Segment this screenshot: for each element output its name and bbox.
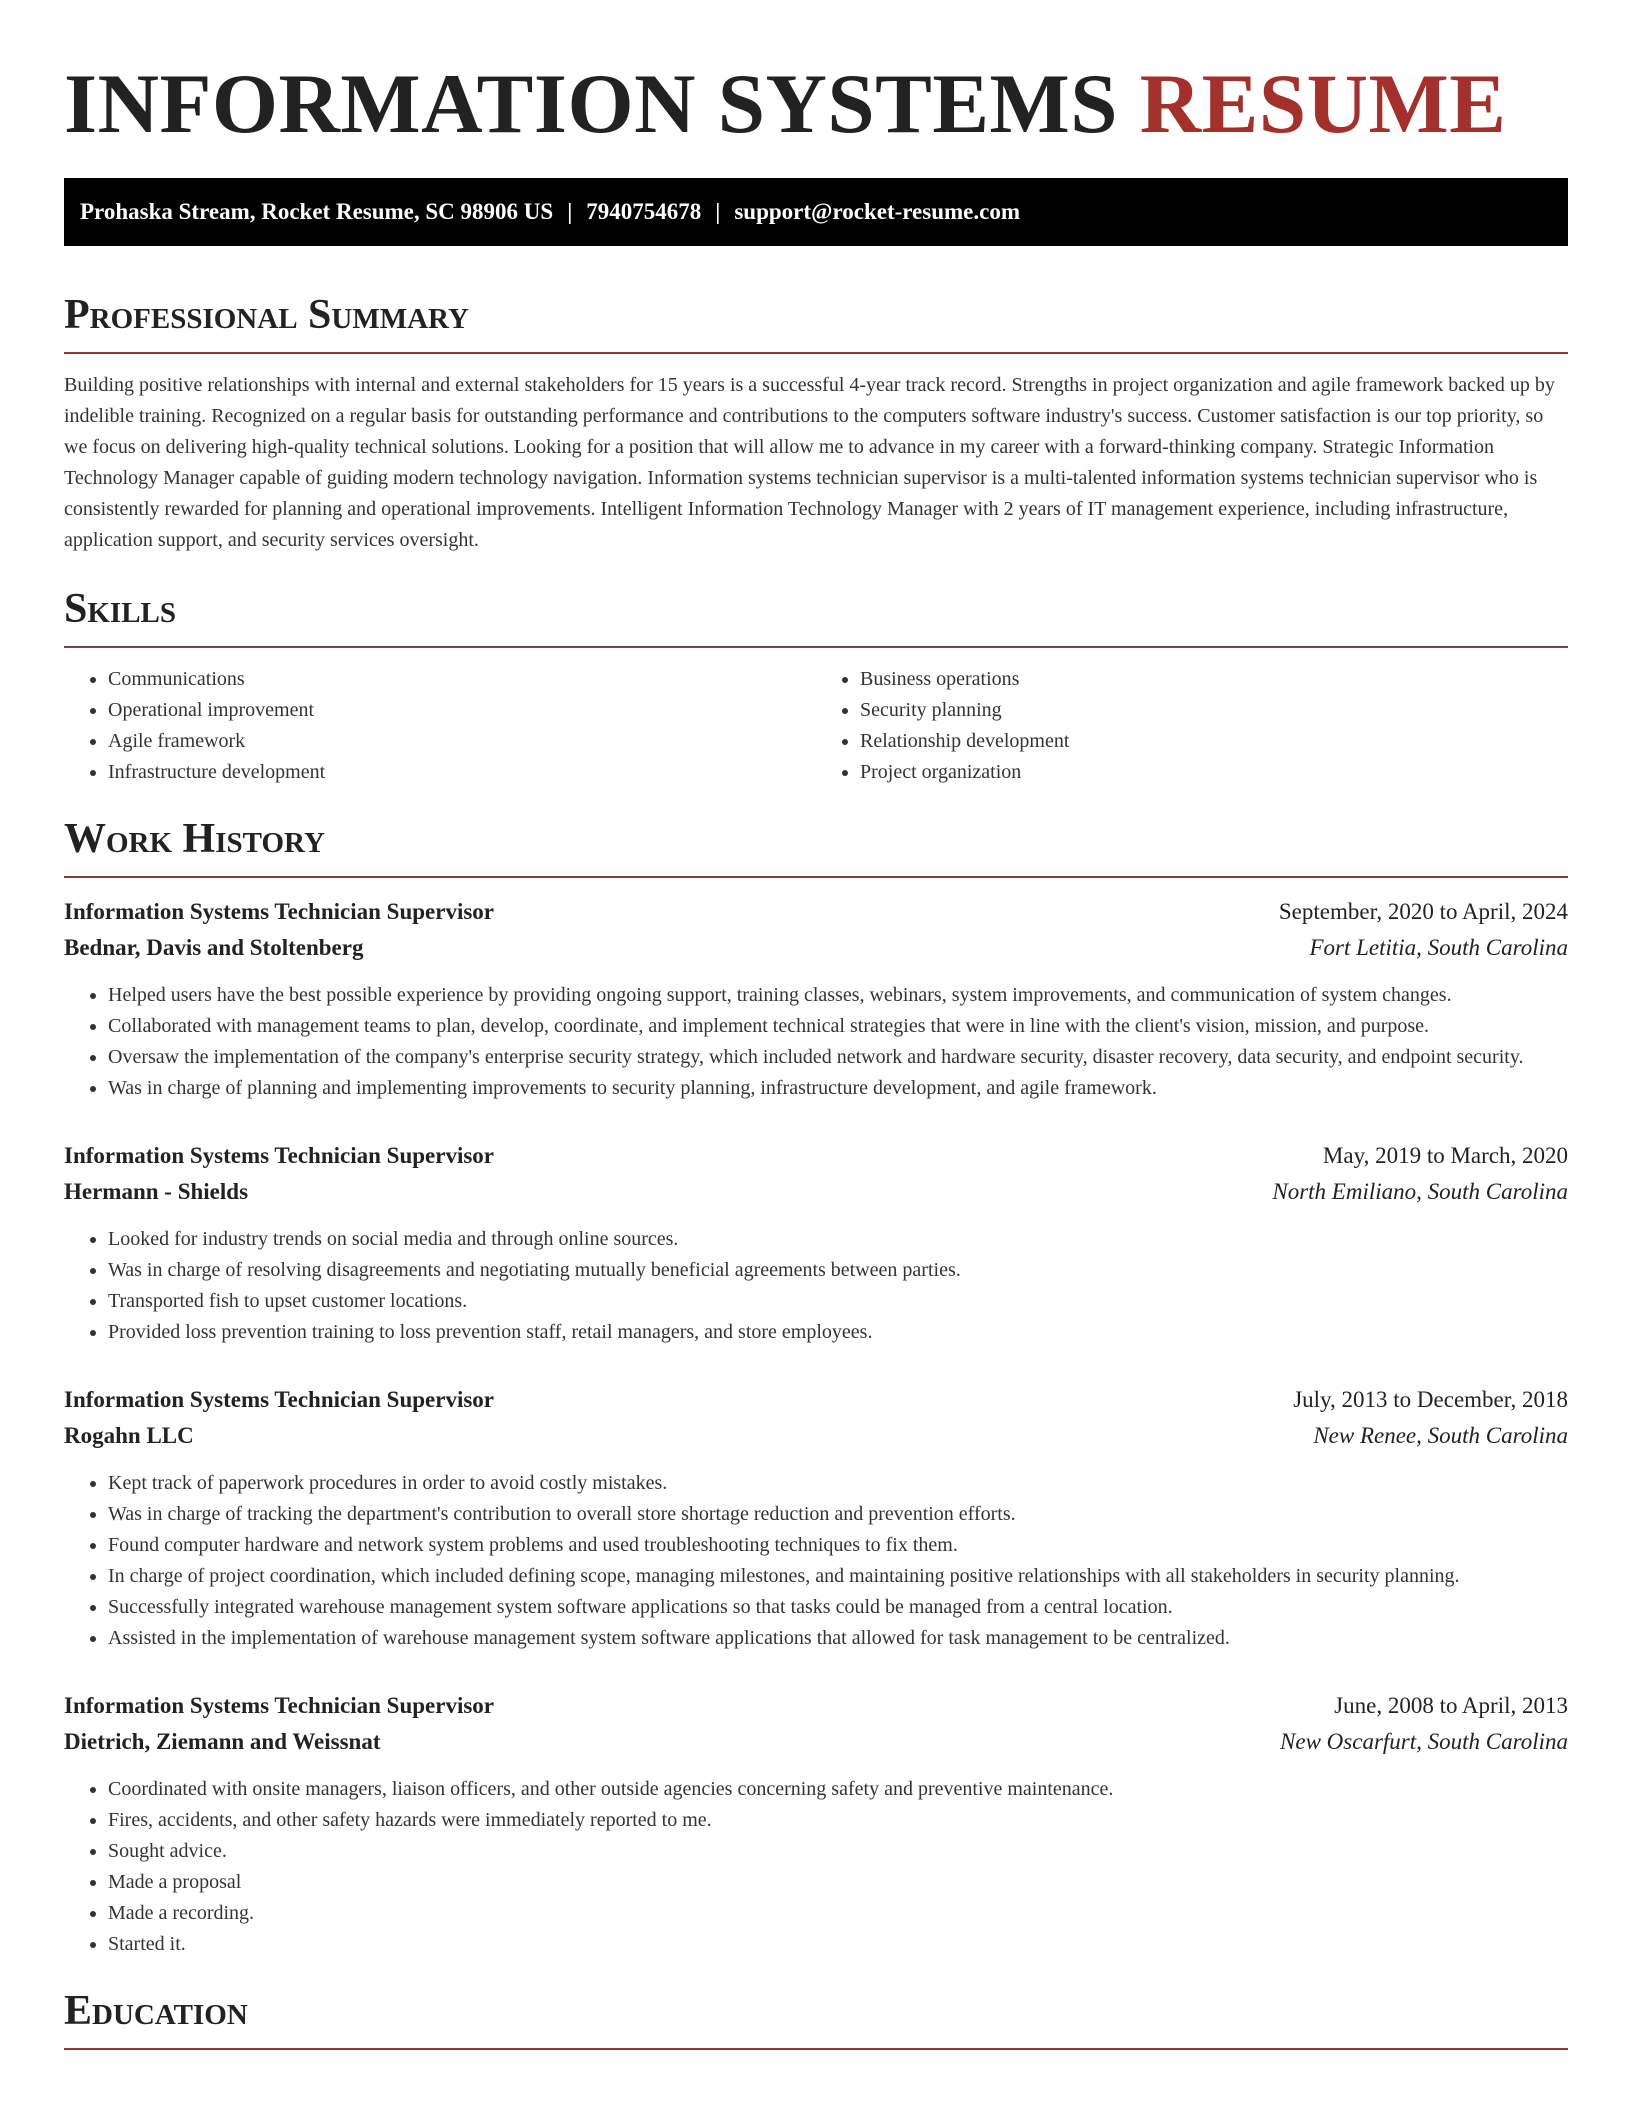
job-bullet: • Transported fish to upset customer locations. [108,1286,1568,1317]
job-company: Rogahn LLC [64,1423,194,1448]
contact-address: Prohaska Stream, Rocket Resume, SC 98906 US [80,199,554,224]
skill-item: • Agile framework [108,726,816,757]
skills-column-right [816,664,1568,788]
resume-page [64,0,1568,2050]
job-bullet: • Coordinated with onsite managers, liaison officers, and other outside agencies concerning safety and preventive maintenance. [108,1774,1568,1805]
skills-list [64,664,1568,788]
contact-email[interactable]: support@rocket-resume.com [734,199,1020,224]
resume-title [64,56,1568,152]
skill-item: • Infrastructure development [108,757,816,788]
title-accent: RESUME [1139,57,1507,151]
job-bullet: • Started it. [108,1929,1568,1960]
job-bullet: • Provided loss prevention training to loss prevention staff, retail managers, and store employees. [108,1317,1568,1348]
job-entry [64,1382,1568,1654]
job-bullet: • Made a proposal [108,1867,1568,1898]
skills-heading: Skills [64,584,1568,648]
job-bullet: • Looked for industry trends on social media and through online sources. [108,1224,1568,1255]
job-bullets [64,1468,1568,1654]
contact-separator: | [715,199,721,224]
contact-separator: | [567,199,573,224]
contact-bar [64,178,1568,246]
job-company: Bednar, Davis and Stoltenberg [64,935,364,960]
skill-item: • Operational improvement [108,695,816,726]
summary-text: Building positive relationships with internal and external stakeholders for 15 years is a successful 4-year track record. Strengths in project organization and agile framework backed up by indelible training. Recognized on a regular basis for outstanding performance and contributions to the computers software industry's success. Customer satisfaction is our top priority, so we focus on delivering high-quality technical solutions. Looking for a position that will allow me to advance in my career with a forward-thinking company. Strategic Information Technology Manager capable of guiding modern technology navigation. Information systems technician supervisor is a multi-talented information systems technician supervisor who is consistently rewarded for planning and operational improvements. Intelligent Information Technology Manager with 2 years of IT management experience, including infrastructure, application support, and security services oversight. [64,374,1555,551]
job-dates: June, 2008 to April, 2013 [1334,1693,1568,1718]
work-history-heading: Work History [64,814,1568,878]
job-bullet: • Was in charge of tracking the department's contribution to overall store shortage reduction and prevention efforts. [108,1499,1568,1530]
skill-item: • Communications [108,664,816,695]
job-dates: May, 2019 to March, 2020 [1322,1143,1568,1168]
job-dates: September, 2020 to April, 2024 [1278,899,1568,924]
job-title: Information Systems Technician Supervisor [64,1387,495,1412]
job-bullet: • Was in charge of resolving disagreements and negotiating mutually beneficial agreements between parties. [108,1255,1568,1286]
job-bullet: • In charge of project coordination, which included defining scope, managing milestones, and maintaining positive relationships with all stakeholders in security planning. [108,1561,1568,1592]
skill-item: • Relationship development [860,726,1568,757]
job-bullets [64,1224,1568,1348]
job-company: Hermann - Shields [64,1179,249,1204]
job-entry [64,1688,1568,1960]
job-location: New Oscarfurt, South Carolina [1280,1729,1568,1754]
job-bullet: • Kept track of paperwork procedures in order to avoid costly mistakes. [108,1468,1568,1499]
job-title: Information Systems Technician Supervisor [64,1143,495,1168]
job-bullet: • Sought advice. [108,1836,1568,1867]
job-bullet: • Oversaw the implementation of the company's enterprise security strategy, which included network and hardware security, disaster recovery, data security, and endpoint security. [108,1042,1568,1073]
job-bullet: • Fires, accidents, and other safety hazards were immediately reported to me. [108,1805,1568,1836]
job-entry [64,894,1568,1104]
job-bullet: • Found computer hardware and network system problems and used troubleshooting techniques to fix them. [108,1530,1568,1561]
job-bullet: • Was in charge of planning and implementing improvements to security planning, infrastructure development, and agile framework. [108,1073,1568,1104]
job-entry [64,1138,1568,1348]
job-location: North Emiliano, South Carolina [1272,1179,1568,1204]
job-bullet: • Collaborated with management teams to plan, develop, coordinate, and implement technical strategies that were in line with the client's vision, mission, and purpose. [108,1011,1568,1042]
summary-heading: Professional Summary [64,290,1568,354]
job-dates: July, 2013 to December, 2018 [1293,1387,1568,1412]
title-main: INFORMATION SYSTEMS [64,57,1119,151]
job-bullet: • Helped users have the best possible experience by providing ongoing support, training classes, webinars, system improvements, and communication of system changes. [108,980,1568,1011]
job-bullet: • Made a recording. [108,1898,1568,1929]
job-bullet: • Successfully integrated warehouse management system software applications so that tasks could be managed from a central location. [108,1592,1568,1623]
skill-item: • Security planning [860,695,1568,726]
job-bullets [64,1774,1568,1960]
education-heading: Education [64,1986,1568,2050]
job-bullets [64,980,1568,1104]
contact-phone[interactable]: 7940754678 [586,199,702,224]
skills-column-left [64,664,816,788]
skill-item: • Business operations [860,664,1568,695]
job-title: Information Systems Technician Supervisor [64,899,495,924]
job-location: New Renee, South Carolina [1313,1423,1568,1448]
job-location: Fort Letitia, South Carolina [1309,935,1568,960]
job-title: Information Systems Technician Supervisor [64,1693,495,1718]
skill-item: • Project organization [860,757,1568,788]
job-company: Dietrich, Ziemann and Weissnat [64,1729,381,1754]
job-bullet: • Assisted in the implementation of warehouse management system software applications that allowed for task management to be centralized. [108,1623,1568,1654]
